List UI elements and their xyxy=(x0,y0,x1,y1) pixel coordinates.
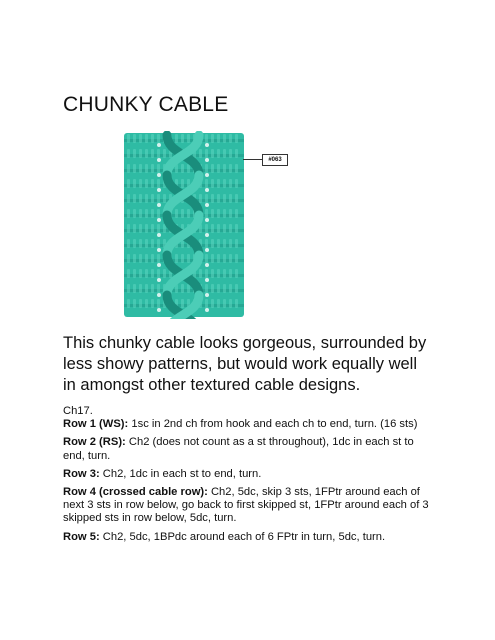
row-label: Row 1 (WS): xyxy=(63,418,129,431)
row-label: Row 2 (RS): xyxy=(63,436,126,449)
row-text: Ch2, 5dc, skip 3 sts, 1FPtr around each of next 3 sts in row below, go back to first skipped st, 1FPtr around each of 3 skipped sts in row below, 5dc, turn. xyxy=(63,486,429,525)
row-label: Row 3: xyxy=(63,467,100,480)
row-3-instruction xyxy=(63,468,433,481)
row-1-instruction xyxy=(63,418,433,431)
row-label: Row 4 (crossed cable row): xyxy=(63,486,208,499)
intro-paragraph: This chunky cable looks gorgeous, surrounded by less showy patterns, but would work equally well in amongst other textured cable designs. xyxy=(63,334,427,394)
row-text: Ch2, 1dc in each st to end, turn. xyxy=(99,467,262,480)
pattern-number-tag: #063 xyxy=(262,154,288,166)
row-text: Ch2 (does not count as a st throughout), 1dc in each st to end, turn. xyxy=(63,436,414,462)
row-4-instruction xyxy=(63,486,433,526)
row-5-instruction xyxy=(63,531,433,544)
foundation-chain: Ch17. xyxy=(63,405,93,417)
pattern-instructions xyxy=(63,405,433,549)
row-text: Ch2, 5dc, 1BPdc around each of 6 FPtr in turn, 5dc, turn. xyxy=(99,530,386,543)
row-2-instruction xyxy=(63,436,433,462)
tag-leader-line xyxy=(243,159,262,160)
cable-swatch-image xyxy=(121,131,247,319)
row-label: Row 5: xyxy=(63,530,100,543)
row-text: 1sc in 2nd ch from hook and each ch to end, turn. (16 sts) xyxy=(128,418,418,431)
page-title: CHUNKY CABLE xyxy=(63,93,229,116)
